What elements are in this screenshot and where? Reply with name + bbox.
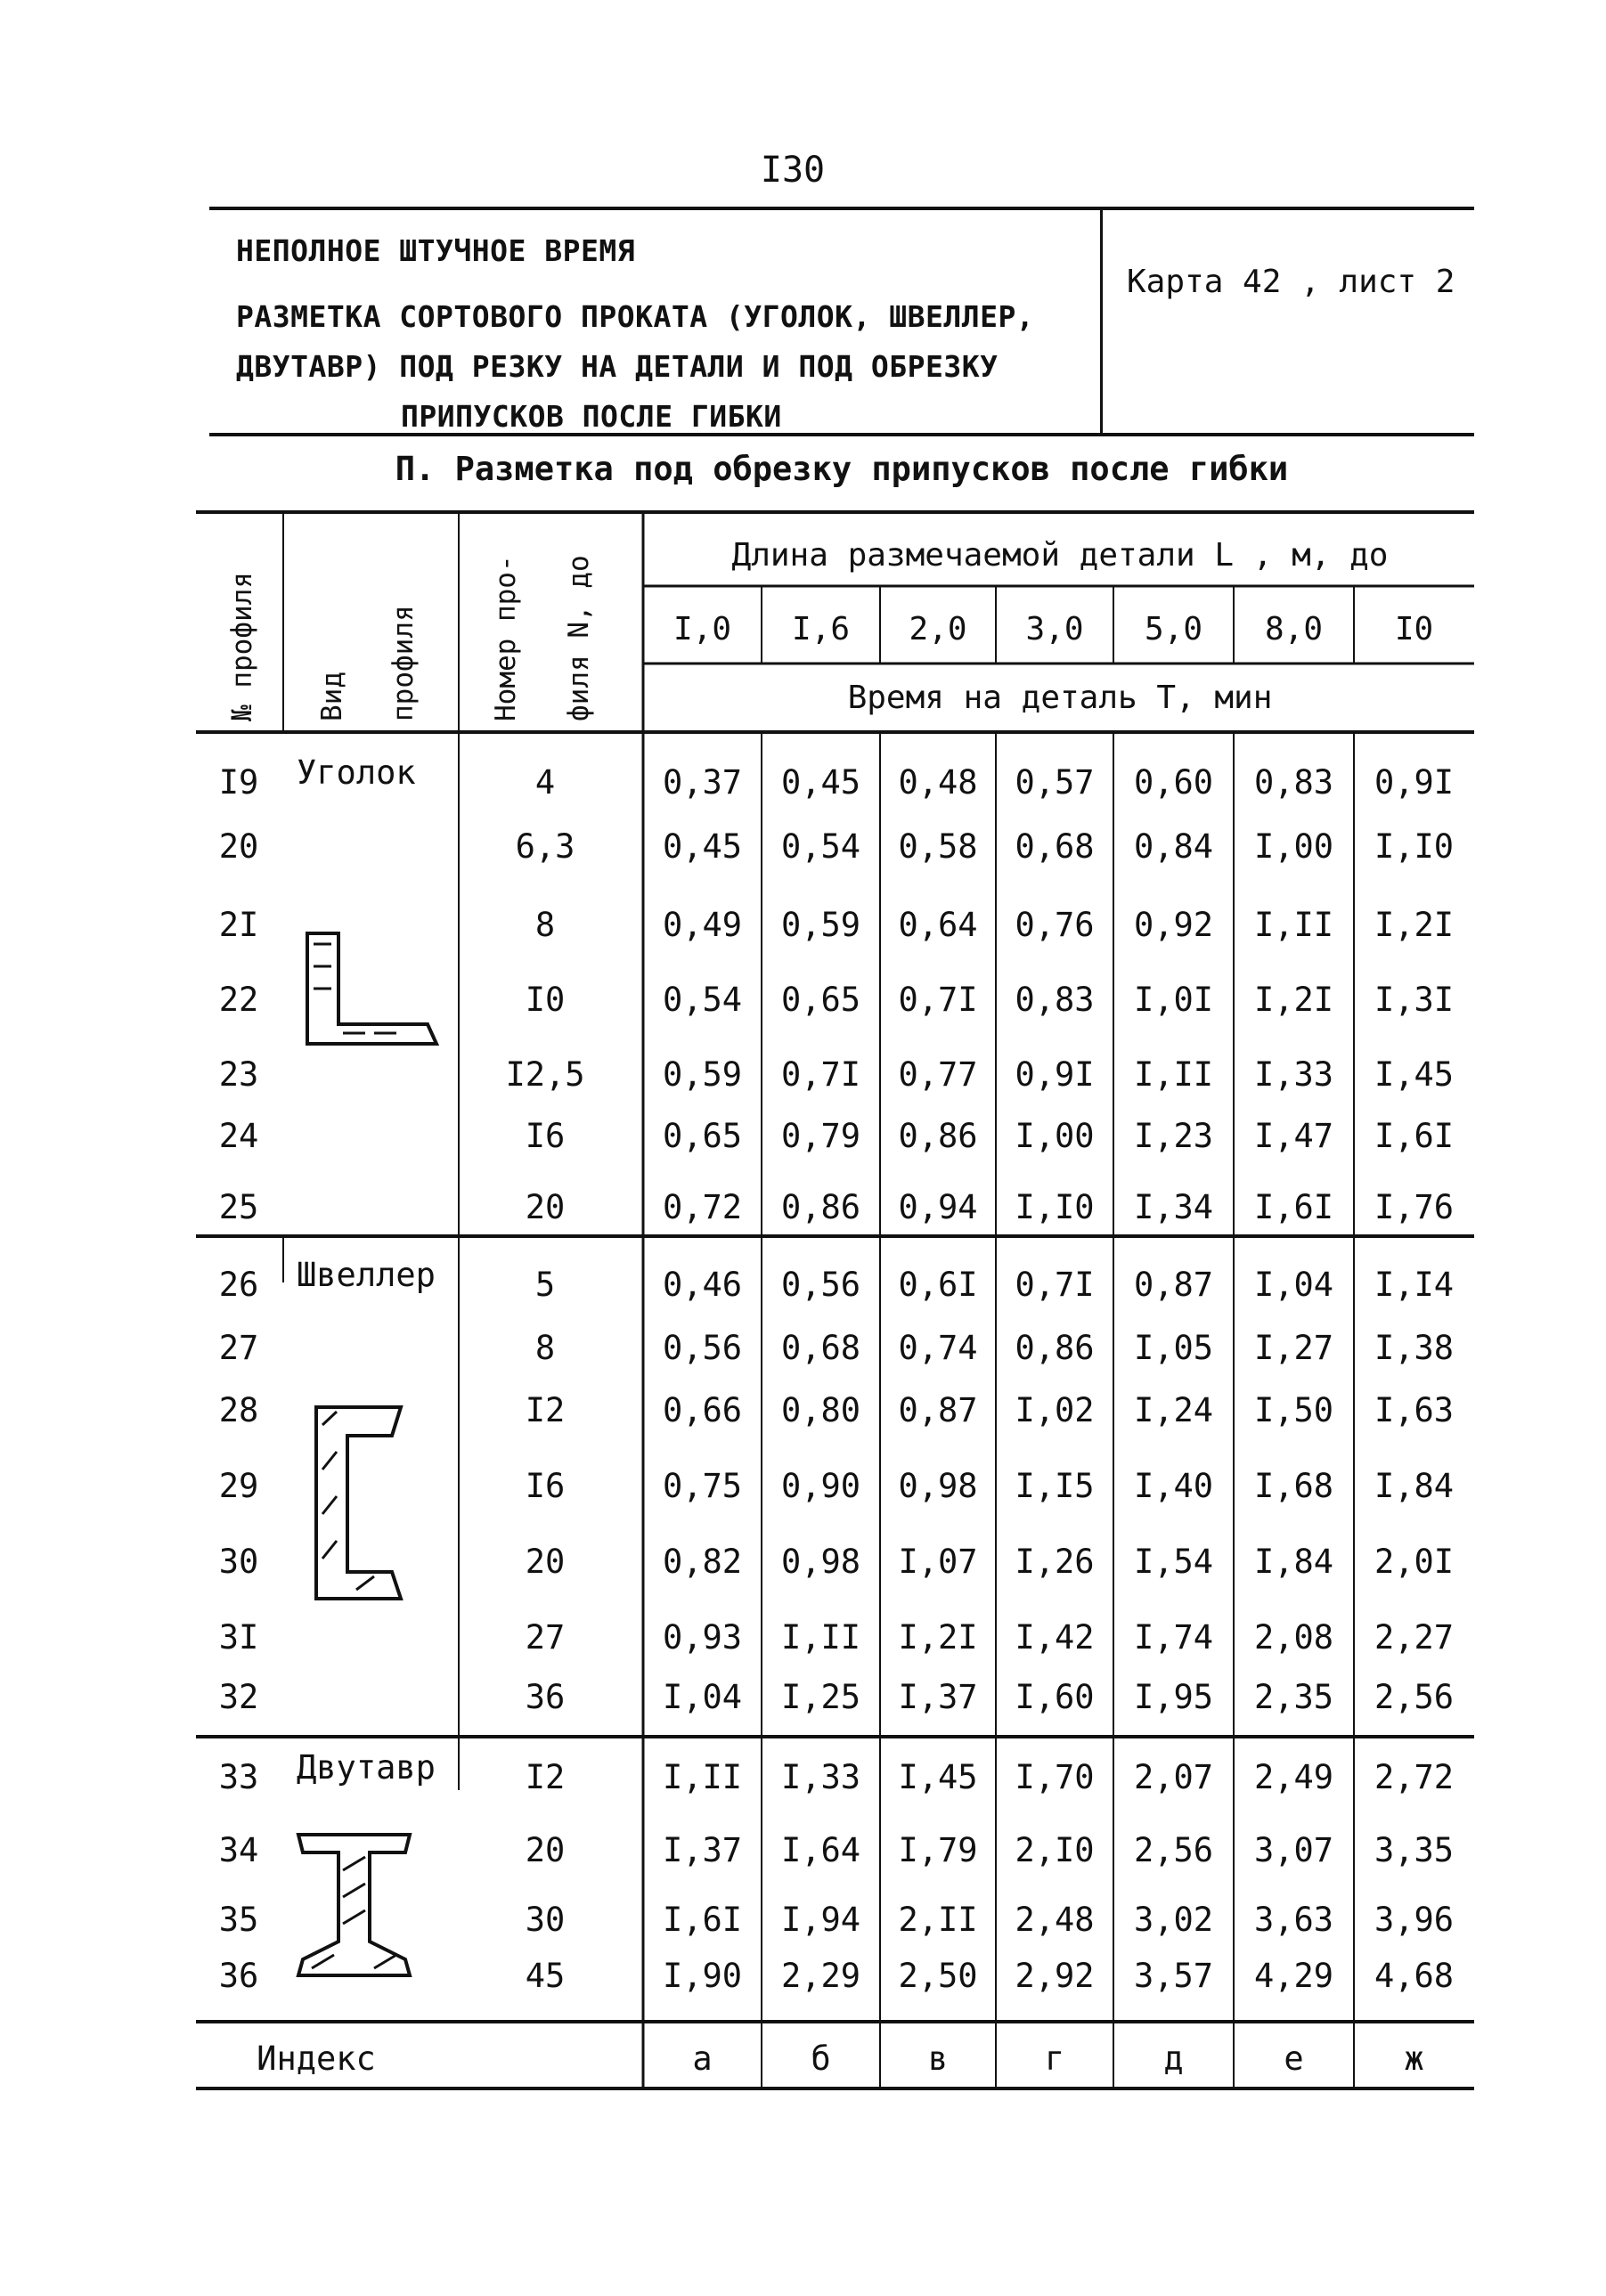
time-value-cell: 2,56 (1133, 1831, 1214, 1869)
time-value-cell: I,00 (1015, 1117, 1095, 1155)
profile-size-cell: 8 (534, 1329, 556, 1367)
profile-size-cell: 45 (525, 1957, 566, 1995)
time-value-cell: I,90 (662, 1957, 743, 1995)
time-value-cell: I,38 (1374, 1329, 1455, 1367)
profile-size-cell: 36 (525, 1678, 566, 1716)
time-value-cell: I,02 (1015, 1391, 1095, 1429)
time-value-cell: I,I5 (1015, 1467, 1095, 1505)
profile-size-cell: 8 (534, 906, 556, 944)
time-value-cell: I,84 (1374, 1467, 1455, 1505)
time-value-cell: 0,83 (1253, 763, 1334, 802)
profile-type-label: Уголок (297, 753, 416, 792)
profile-number-cell: 28 (218, 1391, 259, 1429)
time-value-cell: I,68 (1253, 1467, 1334, 1505)
time-value-cell: 0,9I (1015, 1055, 1095, 1094)
header-length-value: 3,0 (1025, 611, 1084, 647)
time-value-cell: I,60 (1015, 1678, 1095, 1716)
time-value-cell: 0,57 (1015, 763, 1095, 802)
header-time-caption: Время на деталь Т, мин (847, 680, 1273, 716)
profile-size-cell: 6,3 (515, 827, 575, 866)
subtitle-line: ДВУТАВР) ПОД РЕЗКУ НА ДЕТАЛИ И ПОД ОБРЕЗКУ (236, 349, 999, 384)
profile-size-cell: I6 (525, 1117, 566, 1155)
header-profile-view: профиля (387, 605, 420, 721)
time-value-cell: 3,02 (1133, 1901, 1214, 1939)
profile-number-cell: 22 (218, 981, 259, 1019)
time-value-cell: 0,94 (898, 1188, 978, 1226)
time-value-cell: 0,80 (780, 1391, 861, 1429)
time-value-cell: I,II (662, 1758, 743, 1796)
time-value-cell: 0,86 (1015, 1329, 1095, 1367)
profile-size-cell: I2 (525, 1391, 566, 1429)
index-letter-cell: в (927, 2040, 949, 2078)
profile-number-cell: 36 (218, 1957, 259, 1995)
time-value-cell: 2,35 (1253, 1678, 1334, 1716)
time-value-cell: I,6I (1374, 1117, 1455, 1155)
time-value-cell: 0,75 (662, 1467, 743, 1505)
header-profile-size: Номер про- (490, 555, 522, 721)
time-value-cell: I,3I (1374, 981, 1455, 1019)
time-value-cell: I,00 (1253, 827, 1334, 866)
time-value-cell: 2,50 (898, 1957, 978, 1995)
time-value-cell: 0,93 (662, 1618, 743, 1657)
profile-number-cell: 30 (218, 1543, 259, 1581)
time-value-cell: 0,48 (898, 763, 978, 802)
time-value-cell: 0,54 (662, 981, 743, 1019)
time-value-cell: 0,77 (898, 1055, 978, 1094)
time-value-cell: 3,35 (1374, 1831, 1455, 1869)
time-value-cell: I,07 (898, 1543, 978, 1581)
profile-size-cell: I6 (525, 1467, 566, 1505)
time-value-cell: I,33 (1253, 1055, 1334, 1094)
time-value-cell: I,45 (898, 1758, 978, 1796)
time-value-cell: 0,83 (1015, 981, 1095, 1019)
time-value-cell: 0,66 (662, 1391, 743, 1429)
time-value-cell: I,34 (1133, 1188, 1214, 1226)
time-value-cell: 0,87 (898, 1391, 978, 1429)
time-value-cell: I,95 (1133, 1678, 1214, 1716)
time-value-cell: I,II (1133, 1055, 1214, 1094)
time-value-cell: I,70 (1015, 1758, 1095, 1796)
time-value-cell: I,79 (898, 1831, 978, 1869)
time-value-cell: 0,86 (780, 1188, 861, 1226)
header-length-value: I0 (1394, 611, 1434, 647)
time-value-cell: 2,92 (1015, 1957, 1095, 1995)
index-letter-cell: а (692, 2040, 713, 2078)
time-value-cell: 3,96 (1374, 1901, 1455, 1939)
time-value-cell: I,33 (780, 1758, 861, 1796)
time-value-cell: 0,7I (1015, 1266, 1095, 1304)
time-value-cell: 0,90 (780, 1467, 861, 1505)
time-value-cell: 0,92 (1133, 906, 1214, 944)
time-value-cell: I,47 (1253, 1117, 1334, 1155)
profile-number-cell: I9 (218, 763, 259, 802)
time-value-cell: 0,37 (662, 763, 743, 802)
time-value-cell: 2,I0 (1015, 1831, 1095, 1869)
profile-size-cell: 20 (525, 1831, 566, 1869)
time-value-cell: 0,98 (898, 1467, 978, 1505)
time-value-cell: 0,76 (1015, 906, 1095, 944)
time-value-cell: 0,58 (898, 827, 978, 866)
time-value-cell: I,84 (1253, 1543, 1334, 1581)
time-value-cell: 2,49 (1253, 1758, 1334, 1796)
time-value-cell: I,6I (1253, 1188, 1334, 1226)
time-value-cell: I,24 (1133, 1391, 1214, 1429)
time-value-cell: I,I0 (1374, 827, 1455, 866)
profile-number-cell: 3I (218, 1618, 259, 1657)
time-value-cell: I,40 (1133, 1467, 1214, 1505)
time-value-cell: 0,7I (898, 981, 978, 1019)
profile-number-cell: 25 (218, 1188, 259, 1226)
index-letter-cell: б (811, 2040, 831, 2078)
profile-size-cell: I0 (525, 981, 566, 1019)
header-length-value: I,0 (673, 611, 732, 647)
time-value-cell: 0,98 (780, 1543, 861, 1581)
time-value-cell: 0,68 (780, 1329, 861, 1367)
time-value-cell: I,54 (1133, 1543, 1214, 1581)
time-value-cell: 0,84 (1133, 827, 1214, 866)
i-beam-profile-hatch (312, 1857, 396, 1968)
header-length-value: 5,0 (1144, 611, 1203, 647)
profile-number-cell: 32 (218, 1678, 259, 1716)
time-value-cell: 2,48 (1015, 1901, 1095, 1939)
header-profile-number: № профиля (226, 572, 258, 721)
header-length-value: 2,0 (909, 611, 967, 647)
time-value-cell: 0,82 (662, 1543, 743, 1581)
time-value-cell: I,63 (1374, 1391, 1455, 1429)
profile-size-cell: 30 (525, 1901, 566, 1939)
time-value-cell: 0,74 (898, 1329, 978, 1367)
profile-size-cell: 27 (525, 1618, 566, 1657)
time-value-cell: 3,63 (1253, 1901, 1334, 1939)
time-value-cell: 0,6I (898, 1266, 978, 1304)
time-value-cell: I,64 (780, 1831, 861, 1869)
time-value-cell: I,50 (1253, 1391, 1334, 1429)
profile-number-cell: 34 (218, 1831, 259, 1869)
profile-number-cell: 35 (218, 1901, 259, 1939)
profile-size-cell: I2 (525, 1758, 566, 1796)
time-value-cell: I,27 (1253, 1329, 1334, 1367)
time-value-cell: I,I0 (1015, 1188, 1095, 1226)
profile-number-cell: 20 (218, 827, 259, 866)
time-value-cell: 0,7I (780, 1055, 861, 1094)
time-value-cell: 2,27 (1374, 1618, 1455, 1657)
index-letter-cell: г (1044, 2040, 1065, 2078)
profile-number-cell: 24 (218, 1117, 259, 1155)
time-value-cell: 0,72 (662, 1188, 743, 1226)
time-value-cell: I,05 (1133, 1329, 1214, 1367)
time-value-cell: I,23 (1133, 1117, 1214, 1155)
header-title: НЕПОЛНОЕ ШТУЧНОЕ ВРЕМЯ (236, 233, 636, 268)
profile-size-cell: 20 (525, 1543, 566, 1581)
time-value-cell: I,04 (662, 1678, 743, 1716)
section-title: П. Разметка под обрезку припусков после гибки (395, 450, 1289, 488)
time-value-cell: 0,64 (898, 906, 978, 944)
profile-size-cell: 20 (525, 1188, 566, 1226)
time-value-cell: 0,45 (780, 763, 861, 802)
time-value-cell: 0,56 (662, 1329, 743, 1367)
time-value-cell: I,94 (780, 1901, 861, 1939)
time-value-cell: 0,60 (1133, 763, 1214, 802)
time-value-cell: I,42 (1015, 1618, 1095, 1657)
time-value-cell: 0,65 (780, 981, 861, 1019)
index-letter-cell: е (1284, 2040, 1304, 2078)
time-value-cell: 0,79 (780, 1117, 861, 1155)
profile-number-cell: 23 (218, 1055, 259, 1094)
profile-type-label: Двутавр (297, 1748, 436, 1787)
header-profile-size: филя N, до (563, 555, 595, 721)
time-value-cell: I,6I (662, 1901, 743, 1939)
time-value-cell: 4,68 (1374, 1957, 1455, 1995)
time-value-cell: I,37 (662, 1831, 743, 1869)
time-value-cell: I,2I (1374, 906, 1455, 944)
time-value-cell: I,25 (780, 1678, 861, 1716)
profile-size-cell: 5 (534, 1266, 556, 1304)
time-value-cell: I,I4 (1374, 1266, 1455, 1304)
time-value-cell: 0,45 (662, 827, 743, 866)
time-value-cell: 0,46 (662, 1266, 743, 1304)
time-value-cell: I,II (780, 1618, 861, 1657)
profile-number-cell: 26 (218, 1266, 259, 1304)
profile-number-cell: 27 (218, 1329, 259, 1367)
time-value-cell: I,45 (1374, 1055, 1455, 1094)
header-length-caption: Длина размечаемой детали L , м, до (731, 537, 1389, 574)
time-value-cell: I,04 (1253, 1266, 1334, 1304)
i-beam-profile-icon (298, 1835, 410, 1975)
time-value-cell: 0,49 (662, 906, 743, 944)
time-value-cell: 0,87 (1133, 1266, 1214, 1304)
header-length-value: 8,0 (1264, 611, 1324, 647)
time-value-cell: 0,86 (898, 1117, 978, 1155)
time-value-cell: 0,59 (780, 906, 861, 944)
header-length-value: I,6 (791, 611, 851, 647)
profile-size-cell: 4 (534, 763, 556, 802)
subtitle-line: РАЗМЕТКА СОРТОВОГО ПРОКАТА (УГОЛОК, ШВЕЛЛЕР, (236, 299, 1035, 334)
time-value-cell: I,2I (1253, 981, 1334, 1019)
time-value-cell: 2,29 (780, 1957, 861, 1995)
header-profile-view: Вид (316, 672, 348, 721)
angle-profile-hatch (314, 944, 396, 1033)
profile-number-cell: 29 (218, 1467, 259, 1505)
time-value-cell: 3,57 (1133, 1957, 1214, 1995)
index-label: Индекс (257, 2040, 376, 2078)
profile-number-cell: 2I (218, 906, 259, 944)
time-value-cell: I,76 (1374, 1188, 1455, 1226)
profile-number-cell: 33 (218, 1758, 259, 1796)
channel-profile-icon (316, 1407, 401, 1599)
time-value-cell: I,2I (898, 1618, 978, 1657)
index-letter-cell: ж (1404, 2040, 1424, 2078)
time-value-cell: I,II (1253, 906, 1334, 944)
subtitle-line: ПРИПУСКОВ ПОСЛЕ ГИБКИ (401, 399, 782, 434)
time-value-cell: I,37 (898, 1678, 978, 1716)
time-value-cell: 0,56 (780, 1266, 861, 1304)
time-value-cell: I,0I (1133, 981, 1214, 1019)
time-value-cell: I,74 (1133, 1618, 1214, 1657)
time-value-cell: 0,59 (662, 1055, 743, 1094)
profile-type-label: Швеллер (297, 1256, 436, 1294)
page-number: I30 (760, 150, 826, 191)
index-letter-cell: д (1163, 2040, 1184, 2078)
time-value-cell: I,26 (1015, 1543, 1095, 1581)
time-value-cell: 2,07 (1133, 1758, 1214, 1796)
time-value-cell: 3,07 (1253, 1831, 1334, 1869)
time-value-cell: 2,72 (1374, 1758, 1455, 1796)
card-reference: Карта 42 , лист 2 (1127, 264, 1455, 300)
time-value-cell: 2,0I (1374, 1543, 1455, 1581)
time-value-cell: 2,08 (1253, 1618, 1334, 1657)
time-value-cell: 2,II (898, 1901, 978, 1939)
time-value-cell: 0,54 (780, 827, 861, 866)
time-value-cell: 0,68 (1015, 827, 1095, 866)
time-value-cell: 0,65 (662, 1117, 743, 1155)
time-value-cell: 4,29 (1253, 1957, 1334, 1995)
time-value-cell: 0,9I (1374, 763, 1455, 802)
time-value-cell: 2,56 (1374, 1678, 1455, 1716)
profile-size-cell: I2,5 (505, 1055, 585, 1094)
